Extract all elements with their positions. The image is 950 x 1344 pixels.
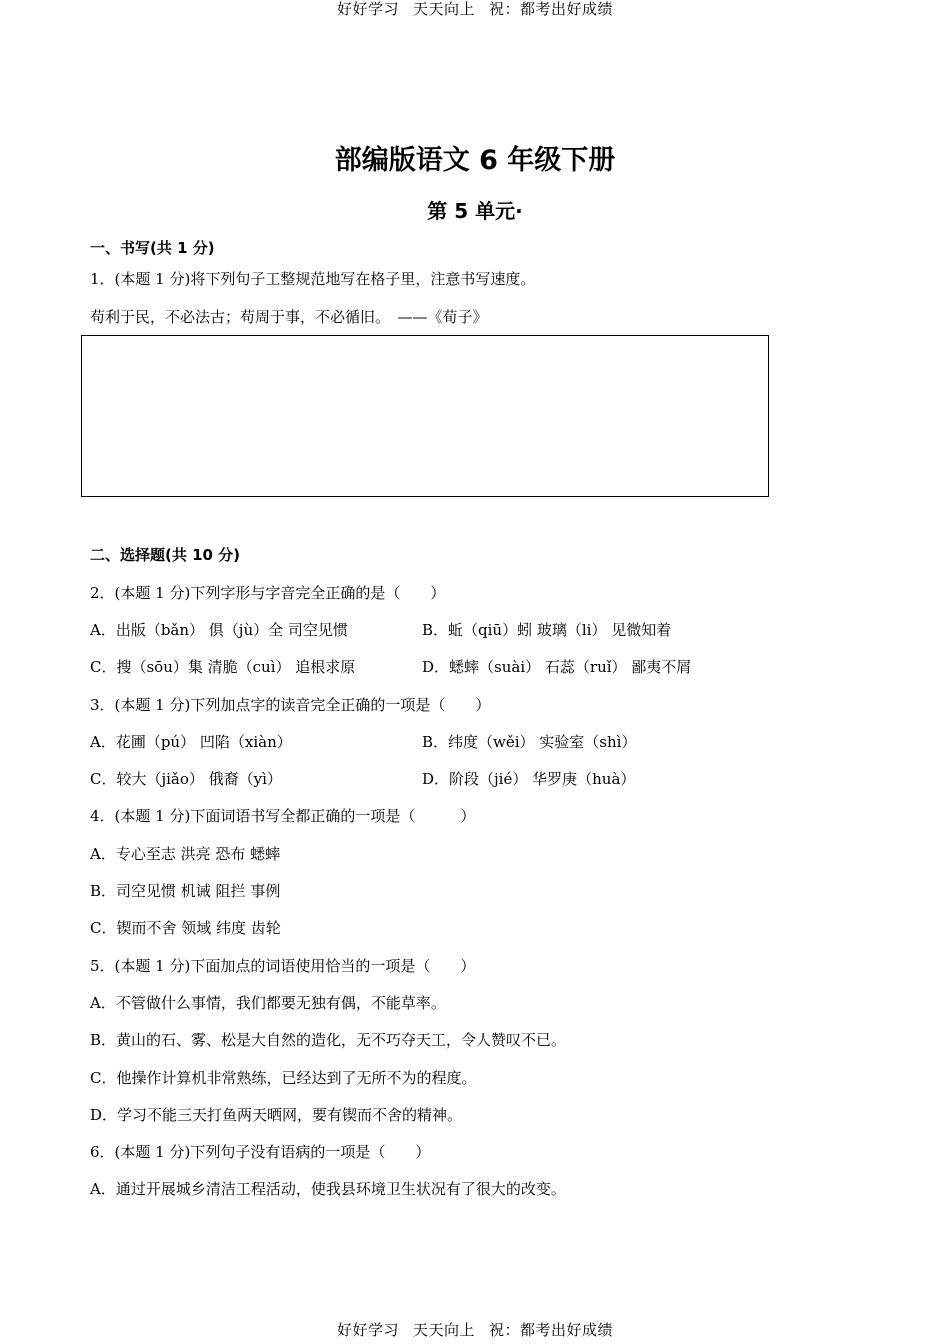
question-2-stem: 2．(本题 1 分)下列字形与字音完全正确的是（ ） — [90, 584, 446, 602]
question-3-option-d[interactable]: D．阶段（jié） 华罗庚（huà） — [422, 770, 636, 788]
section-heading-writing: 一、书写(共 1 分) — [90, 239, 215, 257]
question-3-stem: 3．(本题 1 分)下列加点字的读音完全正确的一项是（ ） — [90, 696, 491, 714]
question-3-option-a[interactable]: A．花圃（pú） 凹陷（xiàn） — [90, 733, 292, 751]
question-5-option-b[interactable]: B．黄山的石、雾、松是大自然的造化，无不巧夺天工，令人赞叹不已。 — [90, 1031, 567, 1049]
section-heading-choice: 二、选择题(共 10 分) — [90, 546, 241, 564]
running-footer — [0, 1321, 950, 1339]
footer-motto-1: 好好学习 — [336, 1321, 399, 1339]
question-5-option-a[interactable]: A．不管做什么事情，我们都要无独有偶，不能草率。 — [90, 994, 446, 1012]
question-4-stem: 4．(本题 1 分)下面词语书写全都正确的一项是（ ） — [90, 807, 476, 825]
question-6-stem: 6．(本题 1 分)下列句子没有语病的一项是（ ） — [90, 1143, 431, 1161]
header-motto-2: 天天向上 — [412, 0, 475, 18]
question-5-stem: 5．(本题 1 分)下面加点的词语使用恰当的一项是（ ） — [90, 957, 476, 975]
footer-motto-2: 天天向上 — [412, 1321, 475, 1339]
question-4-option-a[interactable]: A．专心至志 洪亮 恐布 蟋蟀 — [90, 845, 281, 863]
question-5-option-d[interactable]: D．学习不能三天打鱼两天晒网，要有锲而不舍的精神。 — [90, 1106, 463, 1124]
question-2-option-b[interactable]: B．蚯（qiū）蚓 玻璃（li） 见微知着 — [422, 621, 672, 639]
header-motto-1: 好好学习 — [336, 0, 399, 18]
question-6-option-a[interactable]: A．通过开展城乡清洁工程活动，使我县环境卫生状况有了很大的改变。 — [90, 1180, 566, 1198]
question-1-stem: 1．(本题 1 分)将下列句子工整规范地写在格子里，注意书写速度。 — [90, 270, 536, 288]
page-subtitle: 第 5 单元· — [427, 199, 523, 223]
question-4-option-b[interactable]: B．司空见惯 机诫 阻拦 事例 — [90, 882, 281, 900]
question-3-option-b[interactable]: B．纬度（wěi） 实验室（shì） — [422, 733, 637, 751]
question-2-option-c[interactable]: C．搜（sōu）集 清脆（cuì） 追根求原 — [90, 658, 356, 676]
question-2-option-d[interactable]: D．蟋蟀（suài） 石蕊（ruǐ） 鄙夷不屑 — [422, 658, 692, 676]
question-3-option-c[interactable]: C．较大（jiǎo） 俄裔（yì） — [90, 770, 282, 788]
question-2-option-a[interactable]: A．出版（bǎn） 俱（jù）全 司空见惯 — [90, 621, 348, 639]
footer-motto-3: 祝：都考出好成绩 — [489, 1321, 614, 1339]
question-4-option-c[interactable]: C．锲而不舍 领域 纬度 齿轮 — [90, 919, 281, 937]
writing-answer-box[interactable] — [81, 335, 769, 497]
header-motto-3: 祝：都考出好成绩 — [489, 0, 614, 18]
question-1-quote: 苟利于民，不必法古；苟周于事，不必循旧。 ——《荀子》 — [90, 308, 488, 326]
running-header — [0, 0, 950, 18]
question-5-option-c[interactable]: C．他操作计算机非常熟练，已经达到了无所不为的程度。 — [90, 1069, 477, 1087]
page-title: 部编版语文 6 年级下册 — [334, 145, 616, 176]
